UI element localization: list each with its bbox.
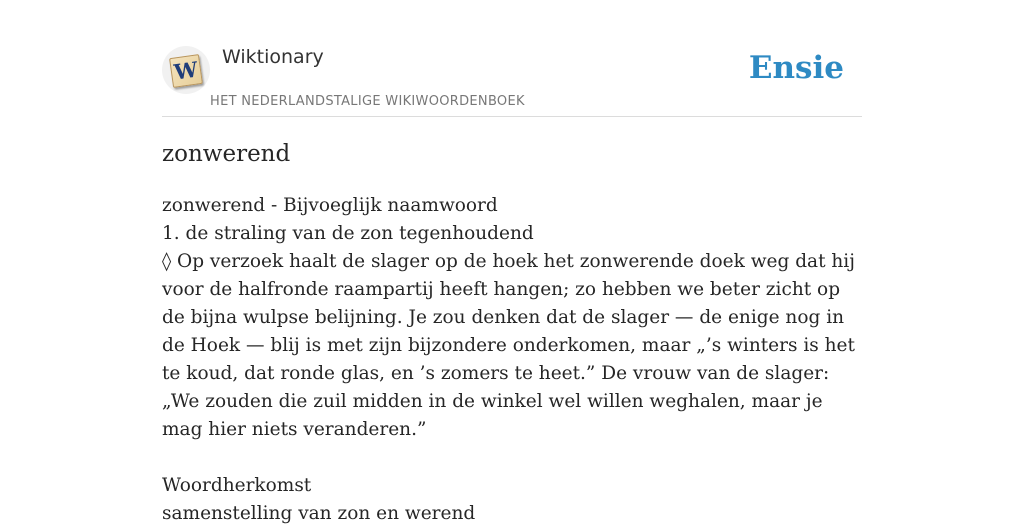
- example-sentence: ◊ Op verzoek haalt de slager op de hoek het zonwerende doek weg dat hij voor de halfronde raampartij heeft hangen; zo hebben we beter zicht op de bijna wulpse belijning. Je zou denken dat de slager — de enige nog in de Hoek — blij is met zijn bijzondere onderkomen, maar „’s winters is het te koud, dat ronde glas, en ’s zomers te heet.” De vrouw van de slager: „We zouden die zuil midden in de winkel wel willen weghalen, maar je mag hier niets veranderen.”: [162, 251, 855, 440]
- definition-text: 1. de straling van de zon tegenhoudend: [162, 223, 534, 244]
- logo-tile: [169, 54, 203, 88]
- entry-body: [162, 192, 862, 528]
- wiktionary-logo-icon[interactable]: [162, 46, 210, 94]
- logo-letter: W: [172, 56, 200, 85]
- spacer: [162, 444, 862, 472]
- site-name[interactable]: Wiktionary: [222, 46, 324, 68]
- etymology-heading: Woordherkomst: [162, 475, 312, 496]
- etymology-text: samenstelling van zon en werend: [162, 503, 476, 524]
- page-title: zonwerend: [162, 141, 291, 167]
- entry-headline: zonwerend - Bijvoeglijk naamwoord: [162, 195, 498, 216]
- site-tagline: HET NEDERLANDSTALIGE WIKIWOORDENBOEK: [210, 94, 525, 109]
- site-header: [162, 40, 862, 117]
- entry-content: [162, 138, 862, 528]
- ensie-brand-link[interactable]: Ensie: [748, 50, 844, 86]
